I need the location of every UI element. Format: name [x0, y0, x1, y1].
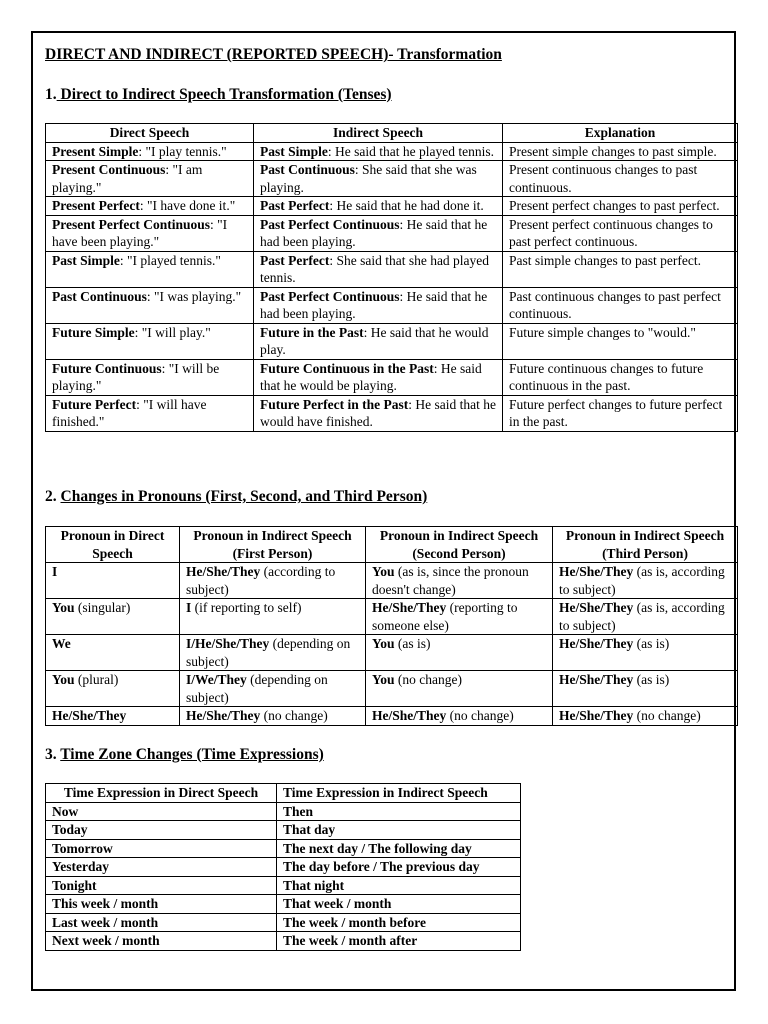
cell-term: You [372, 672, 395, 687]
cell-term: We [52, 636, 71, 651]
cell-term: I [52, 564, 58, 579]
table-row [46, 197, 738, 216]
table-cell: The week / month after [277, 932, 521, 951]
cell-text: (depending on subject) [186, 672, 328, 705]
cell-text: (no change) [446, 708, 514, 723]
cell-term: You [372, 564, 395, 579]
table-cell: That day [277, 821, 521, 840]
column-header: Time Expression in Direct Speech [46, 784, 277, 803]
table-cell [366, 671, 553, 707]
table-cell [254, 251, 503, 287]
cell-text: (if reporting to self) [191, 600, 302, 615]
cell-text: : He said that he would have finished. [260, 396, 496, 429]
explanation-cell: Past continuous changes to past perfect continuous. [503, 287, 738, 323]
table-cell [46, 563, 180, 599]
table-cell [254, 215, 503, 251]
column-header: Pronoun in Indirect Speech (Second Person) [366, 527, 553, 563]
explanation-cell: Present perfect changes to past perfect. [503, 197, 738, 216]
table-cell: The next day / The following day [277, 839, 521, 858]
cell-term: He/She/They [559, 636, 634, 651]
section-1-heading [45, 86, 392, 104]
table-cell [46, 671, 180, 707]
table-row [46, 707, 738, 726]
cell-text: (as is) [633, 672, 670, 687]
cell-term: Future Continuous in the Past [260, 360, 434, 376]
cell-text: (as is, since the pronoun doesn't change) [372, 564, 529, 597]
cell-text: : "I am playing." [52, 162, 203, 195]
table-cell [180, 599, 366, 635]
table-cell [254, 142, 503, 161]
cell-term: He/She/They [559, 672, 634, 687]
cell-text: (as is) [633, 636, 670, 651]
column-header: Pronoun in Direct Speech [46, 527, 180, 563]
table-cell [46, 359, 254, 395]
cell-text: : She said that she had played tennis. [260, 252, 490, 285]
cell-term: He/She/They [52, 708, 127, 723]
table-row [46, 839, 521, 858]
cell-term: He/She/They [186, 708, 261, 723]
cell-text: (no change) [633, 708, 701, 723]
cell-text: : She said that she was playing. [260, 162, 477, 195]
cell-text: (as is, according to subject) [559, 564, 725, 597]
section-title: Changes in Pronouns (First, Second, and Third Person) [60, 488, 428, 505]
cell-term: Past Simple [260, 143, 328, 159]
table-cell [46, 323, 254, 359]
cell-term: He/She/They [559, 600, 634, 615]
explanation-cell: Future continuous changes to future continuous in the past. [503, 359, 738, 395]
table-row [46, 287, 738, 323]
table-row [46, 876, 521, 895]
cell-term: Present Simple [52, 143, 139, 159]
column-header: Direct Speech [46, 124, 254, 143]
table-cell: Yesterday [46, 858, 277, 877]
table-row [46, 161, 738, 197]
table-cell [46, 197, 254, 216]
cell-term: Present Perfect [52, 198, 140, 213]
cell-term: Future in the Past [260, 324, 364, 340]
table-cell [46, 161, 254, 197]
column-header: Pronoun in Indirect Speech (First Person) [180, 527, 366, 563]
table-row [46, 821, 521, 840]
cell-text: : "I will have finished." [52, 396, 207, 429]
cell-term: Past Perfect [260, 252, 330, 268]
cell-term: Past Continuous [52, 288, 147, 304]
table-cell [46, 707, 180, 726]
table-cell [254, 161, 503, 197]
table-cell [553, 599, 738, 635]
table-cell [553, 671, 738, 707]
table-cell [366, 635, 553, 671]
table-cell: That week / month [277, 895, 521, 914]
cell-term: Future Continuous [52, 360, 162, 376]
explanation-cell: Present simple changes to past simple. [503, 142, 738, 161]
column-header: Pronoun in Indirect Speech (Third Person) [553, 527, 738, 563]
cell-term: He/She/They [559, 708, 634, 723]
table-row [46, 563, 738, 599]
table-cell: Tomorrow [46, 839, 277, 858]
cell-text: : "I was playing." [146, 288, 242, 304]
cell-text: (singular) [74, 600, 131, 615]
cell-text: (plural) [74, 672, 119, 687]
cell-text: (no change) [260, 708, 328, 723]
column-header: Indirect Speech [254, 124, 503, 143]
explanation-cell: Present continuous changes to past continuous. [503, 161, 738, 197]
cell-term: Past Perfect [260, 198, 330, 213]
table-row [46, 599, 738, 635]
section-number: 1. [45, 86, 57, 103]
table-row [46, 142, 738, 161]
section-number: 3. [45, 746, 57, 763]
cell-term: Future Perfect in the Past [260, 396, 409, 412]
section-number: 2. [45, 488, 57, 505]
cell-term: I [186, 600, 192, 615]
table-cell: The day before / The previous day [277, 858, 521, 877]
cell-term: Past Perfect Continuous [260, 216, 400, 232]
table-cell [254, 359, 503, 395]
table-cell: Today [46, 821, 277, 840]
table-cell [366, 563, 553, 599]
table-cell [254, 323, 503, 359]
cell-text: : He said that he had done it. [329, 198, 484, 213]
pronouns-table [45, 526, 738, 726]
cell-term: You [372, 636, 395, 651]
cell-text: (no change) [394, 672, 462, 687]
cell-text: : "I will be playing." [52, 360, 220, 393]
table-cell [254, 395, 503, 431]
cell-text: (reporting to someone else) [372, 600, 518, 633]
table-row [46, 895, 521, 914]
cell-term: Past Perfect Continuous [260, 288, 400, 304]
explanation-cell: Future perfect changes to future perfect in the past. [503, 395, 738, 431]
table-cell [46, 251, 254, 287]
cell-text: : "I have been playing." [52, 216, 228, 249]
table-cell: That night [277, 876, 521, 895]
cell-term: Past Simple [52, 252, 120, 268]
table-cell [46, 142, 254, 161]
cell-term: You [52, 600, 75, 615]
cell-term: I/We/They [186, 672, 247, 687]
table-row [46, 932, 521, 951]
cell-term: He/She/They [372, 708, 447, 723]
cell-text: : He said that he had been playing. [260, 288, 488, 321]
table-cell [180, 563, 366, 599]
cell-text: (according to subject) [186, 564, 336, 597]
table-cell: This week / month [46, 895, 277, 914]
table-cell [254, 287, 503, 323]
cell-term: You [52, 672, 75, 687]
table-cell [254, 197, 503, 216]
table-cell [180, 707, 366, 726]
cell-term: Present Perfect Continuous [52, 216, 210, 232]
cell-term: Future Perfect [52, 396, 137, 412]
cell-text: : "I will play." [134, 324, 211, 340]
cell-text: : "I played tennis." [119, 252, 221, 268]
cell-text: (depending on subject) [186, 636, 351, 669]
table-row [46, 323, 738, 359]
table-row [46, 395, 738, 431]
column-header: Time Expression in Indirect Speech [277, 784, 521, 803]
section-title: Direct to Indirect Speech Transformation (Tenses) [56, 86, 392, 103]
time-expressions-table [45, 783, 521, 951]
cell-term: I/He/She/They [186, 636, 270, 651]
cell-term: Past Continuous [260, 162, 355, 177]
table-cell: Next week / month [46, 932, 277, 951]
table-cell [46, 599, 180, 635]
table-row [46, 802, 521, 821]
table-row [46, 913, 521, 932]
cell-term: He/She/They [372, 600, 447, 615]
cell-text: : He said that he would play. [260, 324, 489, 357]
table-cell [46, 395, 254, 431]
table-row [46, 359, 738, 395]
table-cell: Now [46, 802, 277, 821]
cell-term: He/She/They [186, 564, 261, 579]
table-row [46, 251, 738, 287]
explanation-cell: Present perfect continuous changes to past perfect continuous. [503, 215, 738, 251]
cell-text: : He said that he had been playing. [260, 216, 488, 249]
table-cell [46, 215, 254, 251]
table-cell [180, 671, 366, 707]
section-2-heading [45, 488, 427, 506]
table-cell [180, 635, 366, 671]
explanation-cell: Future simple changes to "would." [503, 323, 738, 359]
cell-text: : "I play tennis." [138, 143, 227, 159]
table-cell: Tonight [46, 876, 277, 895]
explanation-cell: Past simple changes to past perfect. [503, 251, 738, 287]
table-cell [553, 635, 738, 671]
cell-term: Present Continuous [52, 162, 166, 177]
cell-term: Future Simple [52, 324, 135, 340]
cell-term: He/She/They [559, 564, 634, 579]
cell-text: : He said that he played tennis. [327, 143, 494, 159]
section-title: Time Zone Changes (Time Expressions) [60, 746, 324, 763]
cell-text: (as is, according to subject) [559, 600, 725, 633]
table-row [46, 858, 521, 877]
table-cell [366, 599, 553, 635]
table-cell: Then [277, 802, 521, 821]
tenses-table [45, 123, 738, 432]
table-row [46, 635, 738, 671]
table-cell [553, 707, 738, 726]
cell-text: : He said that he would be playing. [260, 360, 482, 393]
table-cell [46, 635, 180, 671]
cell-text: (as is) [394, 636, 431, 651]
table-cell: The week / month before [277, 913, 521, 932]
column-header: Explanation [503, 124, 738, 143]
table-row [46, 215, 738, 251]
cell-text: : "I have done it." [139, 198, 236, 213]
section-3-heading [45, 746, 324, 764]
table-cell [366, 707, 553, 726]
table-row [46, 671, 738, 707]
table-cell [553, 563, 738, 599]
table-cell [46, 287, 254, 323]
table-cell: Last week / month [46, 913, 277, 932]
document-title: DIRECT AND INDIRECT (REPORTED SPEECH)- Transformation [45, 46, 502, 63]
